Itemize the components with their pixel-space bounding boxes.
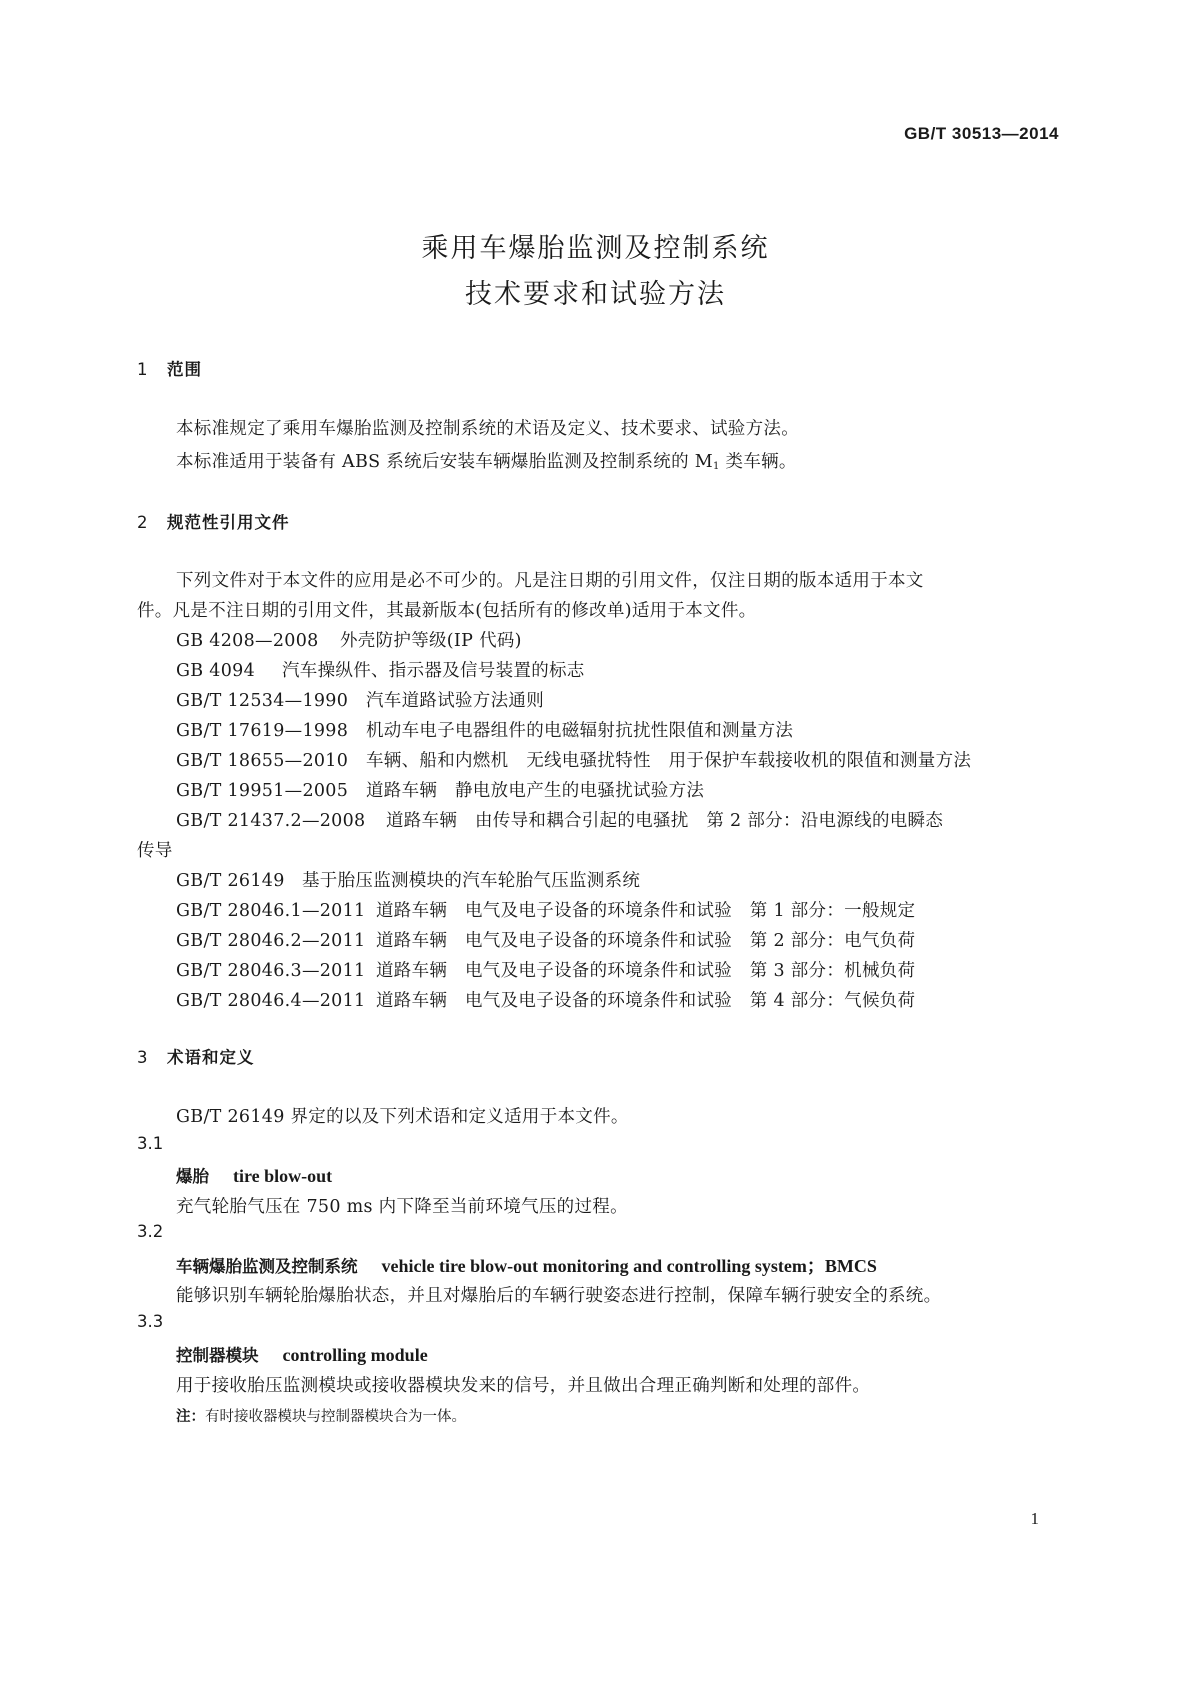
normative-reference [176,687,544,712]
scope-text: 本标准适用于装备有 ABS 系统后安装车辆爆胎监测及控制系统的 M [176,452,713,472]
note-label: 注： [176,1409,205,1425]
term-number: 3.3 [137,1312,164,1331]
term-number: 3.1 [137,1134,164,1153]
title-line-1: 乘用车爆胎监测及控制系统 [421,233,770,264]
reference-title: 道路车辆 电气及电子设备的环境条件和试验 第 3 部分：机械负荷 [376,961,916,981]
term-heading [176,1342,428,1366]
reference-code: GB/T 12534—1990 [176,691,349,711]
document-title [0,226,1191,318]
reference-title: 道路车辆 电气及电子设备的环境条件和试验 第 4 部分：气候负荷 [376,991,916,1011]
reference-title: 道路车辆 静电放电产生的电骚扰试验方法 [366,781,705,801]
term-english: controlling module [282,1345,428,1365]
reference-code: GB 4094 [176,661,256,681]
reference-code: GB/T 28046.1—2011 [176,901,366,921]
normative-reference [176,657,585,682]
term-chinese: 控制器模块 [176,1346,259,1365]
term-number: 3.2 [137,1222,164,1241]
normative-reference [176,927,915,952]
normative-reference [176,987,915,1012]
section-title: 术语和定义 [167,1048,255,1067]
title-line-2: 技术要求和试验方法 [465,279,726,310]
reference-title: 外壳防护等级(IP 代码) [340,631,522,651]
reference-code: GB/T 28046.4—2011 [176,991,366,1011]
reference-code: GB/T 19951—2005 [176,781,349,801]
scope-paragraph-1: 本标准规定了乘用车爆胎监测及控制系统的术语及定义、技术要求、试验方法。 [176,419,799,439]
term-english: vehicle tire blow-out monitoring and controlling system；BMCS [381,1256,877,1276]
refs-intro-line-2: 件。凡是不注日期的引用文件，其最新版本(包括所有的修改单)适用于本文件。 [137,601,757,621]
reference-continuation: 传导 [137,841,173,861]
term-heading [176,1163,332,1187]
reference-code: GB/T 26149 [176,871,285,891]
reference-title: 道路车辆 电气及电子设备的环境条件和试验 第 2 部分：电气负荷 [376,931,916,951]
note-text: 有时接收器模块与控制器模块合为一体。 [205,1409,466,1425]
note [176,1405,466,1426]
section-number: 2 [137,513,148,532]
section-title: 范围 [167,360,202,379]
normative-reference [176,627,522,652]
refs-intro-line-1: 下列文件对于本文件的应用是必不可少的。凡是注日期的引用文件，仅注日期的版本适用于本文 [176,571,924,591]
term-english: tire blow-out [233,1166,333,1186]
section-number: 3 [137,1048,148,1067]
reference-title: 基于胎压监测模块的汽车轮胎气压监测系统 [302,871,641,891]
subscript: 1 [713,461,720,472]
term-definition: 能够识别车辆轮胎爆胎状态，并且对爆胎后的车辆行驶姿态进行控制，保障车辆行驶安全的系统。 [176,1286,942,1306]
page-number: 1 [1030,1509,1039,1528]
reference-code: GB/T 28046.3—2011 [176,961,366,981]
term-chinese: 爆胎 [176,1167,209,1186]
normative-reference [176,897,915,922]
term-definition: 充气轮胎气压在 750 ms 内下降至当前环境气压的过程。 [176,1197,628,1217]
reference-title: 车辆、船和内燃机 无线电骚扰特性 用于保护车载接收机的限值和测量方法 [366,751,972,771]
reference-title: 道路车辆 由传导和耦合引起的电骚扰 第 2 部分：沿电源线的电瞬态 [386,811,944,831]
reference-title: 道路车辆 电气及电子设备的环境条件和试验 第 1 部分：一般规定 [376,901,916,921]
reference-code: GB/T 18655—2010 [176,751,349,771]
reference-title: 机动车电子电器组件的电磁辐射抗扰性限值和测量方法 [366,721,794,741]
normative-reference [176,807,943,832]
normative-reference [176,777,704,802]
section-title: 规范性引用文件 [167,513,290,532]
terms-intro: GB/T 26149 界定的以及下列术语和定义适用于本文件。 [176,1107,629,1127]
reference-title: 汽车道路试验方法通则 [366,691,544,711]
normative-reference [176,717,793,742]
term-heading [176,1252,877,1278]
standard-code: GB/T 30513—2014 [904,124,1059,143]
reference-code: GB/T 28046.2—2011 [176,931,366,951]
normative-reference [176,867,640,892]
scope-paragraph-2 [176,448,797,473]
normative-reference [176,957,915,982]
scope-text-end: 类车辆。 [719,452,797,472]
reference-code: GB/T 17619—1998 [176,721,349,741]
reference-title: 汽车操纵件、指示器及信号装置的标志 [282,661,585,681]
section-number: 1 [137,360,148,379]
section-2-heading [137,509,290,533]
reference-code: GB/T 21437.2—2008 [176,811,366,831]
normative-reference [176,747,971,772]
reference-code: GB 4208—2008 [176,631,319,651]
term-definition: 用于接收胎压监测模块或接收器模块发来的信号，并且做出合理正确判断和处理的部件。 [176,1376,871,1396]
section-1-heading [137,356,202,380]
section-3-heading [137,1044,255,1068]
term-chinese: 车辆爆胎监测及控制系统 [176,1257,358,1276]
